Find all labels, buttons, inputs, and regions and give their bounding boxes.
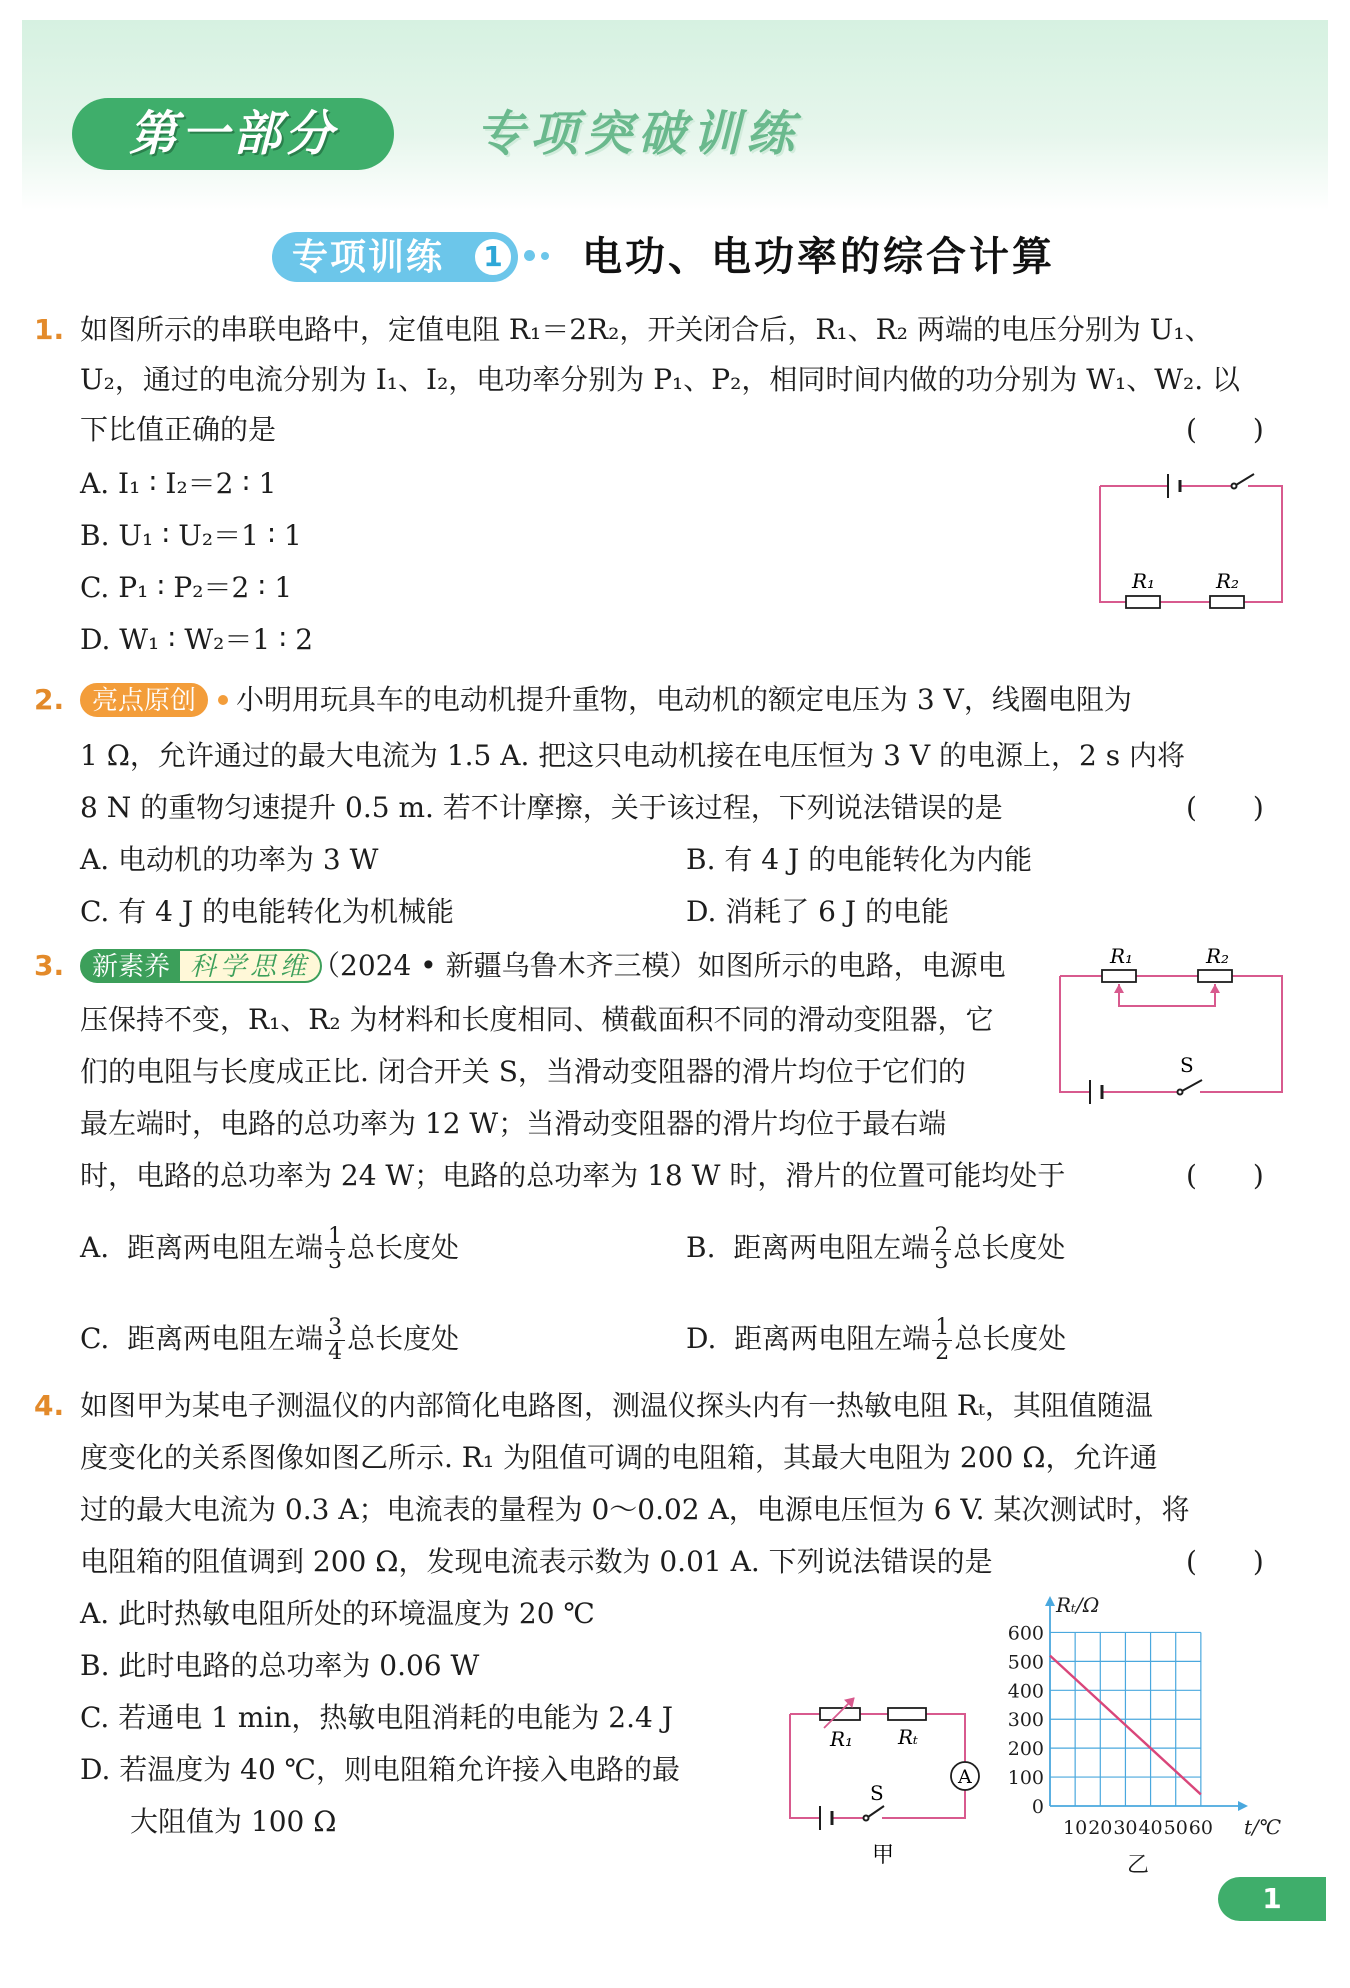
q4-line-3: 过的最大电流为 0.3 A；电流表的量程为 0～0.02 A，电源电压恒为 6 V. 某次测试时，将 — [80, 1493, 1190, 1526]
q3-option-b-suffix: 总长度处 — [953, 1231, 1066, 1264]
q1-option-a: A. I₁ ∶ I₂＝2 ∶ 1 — [80, 467, 277, 500]
q3-option-a — [80, 1225, 459, 1274]
q3-option-d-suffix: 总长度处 — [954, 1322, 1067, 1355]
part-title: 专项突破训练 — [476, 106, 801, 162]
q3-line-2: 压保持不变，R₁、R₂ 为材料和长度相同、横截面积不同的滑动变阻器，它 — [80, 1003, 994, 1036]
q2-option-d: D. 消耗了 6 J 的电能 — [686, 895, 949, 928]
q2-line-1: 小明用玩具车的电动机提升重物，电动机的额定电压为 3 V，线圈电阻为 — [236, 683, 1132, 716]
q3-option-d — [686, 1316, 1066, 1365]
part-badge — [72, 98, 394, 170]
q2-option-c: C. 有 4 J 的电能转化为机械能 — [80, 895, 454, 928]
chart-y-tick-label: 300 — [1007, 1709, 1044, 1732]
chart-x-tick-label: 10 — [1063, 1817, 1088, 1839]
q1-answer-paren: ( ) — [1186, 413, 1264, 446]
q3-tag-new: 新素养 — [80, 949, 182, 983]
chart-x-tick-label: 20 — [1088, 1817, 1113, 1839]
q4-ammeter-label: A — [958, 1766, 972, 1788]
q3-switch-symbol — [1178, 1080, 1203, 1095]
q2-line-2: 1 Ω，允许通过的最大电流为 1.5 A. 把这只电动机接在电压恒为 3 V 的电源上，2 s 内将 — [80, 739, 1186, 772]
q1-line-3: 下比值正确的是 — [80, 413, 277, 446]
q3-option-b-letter: B. — [686, 1231, 716, 1264]
q4-line-1: 如图甲为某电子测温仪的内部简化电路图，测温仪探头内有一热敏电阻 Rₜ，其阻值随温 — [80, 1389, 1153, 1422]
chart-caption: 乙 — [1126, 1853, 1150, 1878]
q3-option-c — [80, 1316, 459, 1365]
q3-r1-label: R₁ — [1110, 944, 1134, 968]
q1-r2-label: R₂ — [1216, 569, 1240, 593]
q4-line-4: 电阻箱的阻值调到 200 Ω，发现电流表示数为 0.01 A. 下列说法错误的是 — [80, 1545, 993, 1578]
chart-x-tick-label: 30 — [1113, 1817, 1138, 1839]
q4-circuit-caption: 甲 — [872, 1843, 895, 1868]
battery-symbol — [1168, 474, 1180, 498]
q4-option-d-continued: 大阻值为 100 Ω — [130, 1805, 337, 1838]
q3-option-a-suffix: 总长度处 — [346, 1231, 459, 1264]
q4-switch-label: S — [870, 1781, 884, 1805]
q4-circuit-diagram — [780, 1680, 980, 1870]
q3-circuit-diagram — [1050, 944, 1292, 1104]
q1-line-1: 如图所示的串联电路中，定值电阻 R₁＝2R₂，开关闭合后，R₁、R₂ 两端的电压分别为 U₁、 — [80, 313, 1213, 346]
q3-line-4: 最左端时，电路的总功率为 12 W；当滑动变阻器的滑片均位于最右端 — [80, 1107, 947, 1140]
q4-resistor-r1 — [820, 1698, 860, 1728]
section-dots — [524, 250, 554, 262]
chart-y-tick-label: 100 — [1007, 1767, 1044, 1790]
q2-answer-paren: ( ) — [1186, 791, 1264, 824]
q3-answer-paren: ( ) — [1186, 1159, 1264, 1192]
q4-resistance-temperature-chart — [1000, 1594, 1300, 1884]
chart-y-axis-arrow — [1045, 1596, 1055, 1606]
chart-x-tick-label: 50 — [1163, 1817, 1188, 1839]
q4-option-a: A. 此时热敏电阻所处的环境温度为 20 ℃ — [80, 1597, 595, 1630]
q4-option-d: D. 若温度为 40 ℃，则电阻箱允许接入电路的最 — [80, 1753, 681, 1786]
q1-number: 1. — [34, 313, 65, 346]
chart-x-tick-label: 40 — [1138, 1817, 1163, 1839]
q3-line-1: （2024 • 新疆乌鲁木齐三模）如图所示的电路，电源电 — [312, 949, 1006, 982]
q4-line-2: 度变化的关系图像如图乙所示. R₁ 为阻值可调的电阻箱，其最大电阻为 200 Ω，允许通 — [80, 1441, 1158, 1474]
page-number: 1 — [1218, 1877, 1326, 1921]
q3-option-b — [686, 1225, 1065, 1274]
q3-option-c-letter: C. — [80, 1322, 110, 1355]
q3-option-c-prefix: 距离两电阻左端 — [127, 1322, 324, 1355]
chart-y-tick-label: 0 — [1031, 1796, 1044, 1818]
q3-option-b-prefix: 距离两电阻左端 — [733, 1231, 930, 1264]
q1-line-2: U₂，通过的电流分别为 I₁、I₂，电功率分别为 P₁、P₂，相同时间内做的功分别为 W₁、W₂. 以 — [80, 363, 1241, 396]
chart-y-tick-label: 200 — [1007, 1738, 1044, 1761]
q3-resistor-r2 — [1198, 970, 1232, 982]
chart-x-tick-label: 60 — [1188, 1817, 1213, 1839]
q4-number: 4. — [34, 1389, 65, 1422]
q4-switch-symbol — [864, 1806, 885, 1821]
section-title: 电功、电功率的综合计算 — [582, 233, 1055, 280]
q2-line-3: 8 N 的重物匀速提升 0.5 m. 若不计摩擦，关于该过程，下列说法错误的是 — [80, 791, 1003, 824]
q3-option-d-prefix: 距离两电阻左端 — [734, 1322, 931, 1355]
q3-line-3: 们的电阻与长度成正比. 闭合开关 S，当滑动变阻器的滑片均位于它们的 — [80, 1055, 966, 1088]
q4-resistor-rt — [888, 1708, 926, 1720]
q3-line-5: 时，电路的总功率为 24 W；电路的总功率为 18 W 时，滑片的位置可能均处于 — [80, 1159, 1066, 1192]
q4-answer-paren: ( ) — [1186, 1545, 1264, 1578]
chart-x-axis-arrow — [1238, 1801, 1248, 1811]
section-number: 1 — [472, 236, 514, 278]
resistor-r1 — [1126, 596, 1160, 608]
q3-option-a-fraction: $\frac{1}{3}$ — [325, 1225, 345, 1274]
part-label: 第一部分 — [128, 106, 337, 162]
q3-option-d-letter: D. — [686, 1322, 717, 1355]
q3-option-c-suffix: 总长度处 — [347, 1322, 460, 1355]
q2-tag-dot — [218, 695, 228, 705]
q1-option-b: B. U₁ ∶ U₂＝1 ∶ 1 — [80, 519, 302, 552]
q4-rt-label: Rₜ — [898, 1725, 918, 1749]
q3-resistor-r1 — [1102, 970, 1136, 982]
q1-r1-label: R₁ — [1132, 569, 1156, 593]
q3-tag-science: 科学思维 — [180, 949, 322, 983]
chart-y-tick-label: 400 — [1007, 1680, 1044, 1703]
q4-option-c: C. 若通电 1 min，热敏电阻消耗的电能为 2.4 J — [80, 1701, 673, 1734]
chart-y-tick-label: 600 — [1007, 1622, 1044, 1645]
q2-tag: 亮点原创 — [80, 683, 208, 717]
q2-number: 2. — [34, 683, 65, 716]
q1-circuit-diagram — [1090, 462, 1292, 612]
chart-y-axis-label: Rₜ/Ω — [1056, 1594, 1100, 1617]
q2-option-a: A. 电动机的功率为 3 W — [80, 843, 379, 876]
section-label: 专项训练 — [272, 232, 518, 282]
q4-battery-symbol — [820, 1806, 832, 1830]
q4-option-b: B. 此时电路的总功率为 0.06 W — [80, 1649, 480, 1682]
chart-x-axis-label: t/℃ — [1244, 1815, 1282, 1839]
q3-slider-arrows — [1114, 984, 1220, 993]
q2-option-b: B. 有 4 J 的电能转化为内能 — [686, 843, 1033, 876]
q3-option-c-fraction: $\frac{3}{4}$ — [325, 1316, 345, 1365]
q1-option-d: D. W₁ ∶ W₂＝1 ∶ 2 — [80, 623, 314, 656]
q3-option-d-fraction: $\frac{1}{2}$ — [932, 1316, 952, 1365]
q3-option-a-letter: A. — [80, 1231, 110, 1264]
resistor-r2 — [1210, 596, 1244, 608]
chart-y-tick-label: 500 — [1007, 1651, 1044, 1674]
q3-battery-symbol — [1090, 1080, 1102, 1104]
q3-switch-label: S — [1180, 1053, 1194, 1077]
q1-option-c: C. P₁ ∶ P₂＝2 ∶ 1 — [80, 571, 293, 604]
q4-r1-label: R₁ — [830, 1727, 854, 1751]
q3-option-a-prefix: 距离两电阻左端 — [126, 1231, 323, 1264]
q3-number: 3. — [34, 949, 65, 982]
q3-r2-label: R₂ — [1206, 944, 1230, 968]
q3-option-b-fraction: $\frac{2}{3}$ — [931, 1225, 951, 1274]
